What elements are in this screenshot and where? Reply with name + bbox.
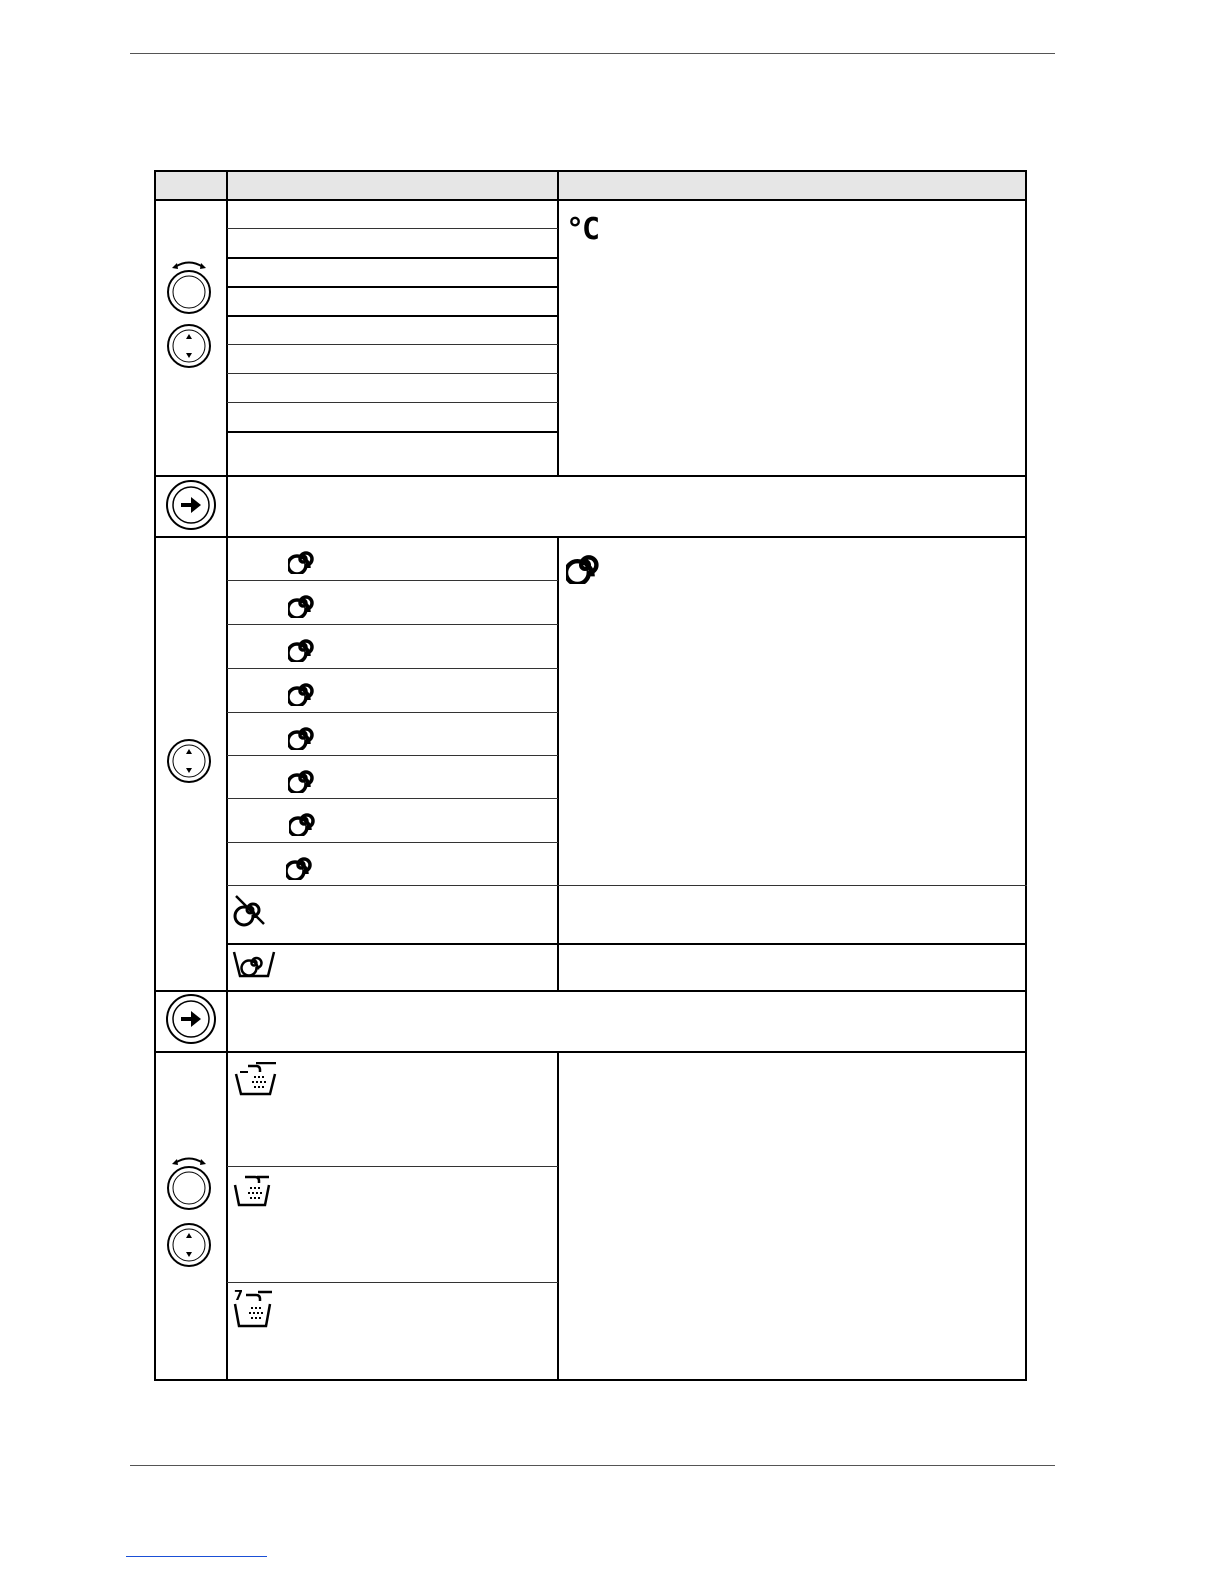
spin-spiral-icon bbox=[566, 546, 604, 584]
spin-spiral-icon bbox=[288, 632, 318, 662]
table-border-bottom bbox=[154, 1379, 1027, 1381]
footer-link[interactable] bbox=[126, 1556, 267, 1557]
table-border-left bbox=[154, 170, 156, 1381]
rotary-dial-icon[interactable] bbox=[166, 1155, 212, 1211]
rinse-hold-icon bbox=[232, 948, 276, 980]
extra-rinse-icon bbox=[233, 1175, 273, 1207]
temp-row-divider bbox=[227, 228, 558, 229]
bottom-rule bbox=[130, 1465, 1055, 1466]
spin-row-divider bbox=[227, 943, 1027, 945]
col-divider-2b bbox=[557, 536, 559, 991]
temp-row-divider bbox=[227, 344, 558, 345]
section-divider-temp-end bbox=[154, 475, 1027, 477]
rinse-count-label: 7 bbox=[234, 1289, 244, 1304]
table-border-top bbox=[154, 170, 1027, 172]
spin-spiral-icon bbox=[288, 763, 318, 793]
no-spin-icon bbox=[233, 893, 267, 927]
section-divider-spin-end bbox=[154, 990, 1027, 992]
section-divider-next2-end bbox=[154, 1051, 1027, 1053]
temp-row-divider bbox=[227, 286, 558, 288]
spin-spiral-icon bbox=[288, 588, 318, 618]
rinse-row-divider bbox=[227, 1282, 558, 1283]
spin-row-divider bbox=[227, 755, 558, 756]
spin-spiral-icon bbox=[288, 676, 318, 706]
header-divider bbox=[154, 199, 1027, 201]
up-down-button-icon[interactable] bbox=[166, 1222, 212, 1268]
spin-row-divider bbox=[227, 624, 558, 625]
temp-row-divider bbox=[227, 257, 558, 259]
extra-rinse-icon bbox=[234, 1062, 280, 1096]
temp-row-divider bbox=[227, 431, 558, 433]
next-arrow-button-icon[interactable] bbox=[165, 479, 217, 531]
spin-spiral-icon bbox=[286, 850, 316, 880]
section-divider-next1-end bbox=[154, 536, 1027, 538]
temp-row-divider bbox=[227, 315, 558, 317]
col-divider-1 bbox=[226, 170, 228, 1381]
next-arrow-button-icon[interactable] bbox=[165, 993, 217, 1045]
col-divider-2c bbox=[557, 1051, 559, 1381]
rinse-row-divider bbox=[227, 1166, 558, 1167]
rotary-dial-icon[interactable] bbox=[166, 259, 212, 315]
header-cell-setting bbox=[227, 170, 558, 200]
spin-row-divider bbox=[227, 798, 558, 799]
header-cell-description bbox=[558, 170, 1027, 200]
spin-row-divider bbox=[227, 842, 558, 843]
temp-row-divider bbox=[227, 402, 558, 403]
top-rule bbox=[130, 53, 1055, 54]
up-down-button-icon[interactable] bbox=[166, 738, 212, 784]
spin-row-divider bbox=[227, 668, 558, 669]
spin-row-divider bbox=[227, 580, 558, 581]
spin-row-divider bbox=[227, 885, 1027, 886]
settings-table bbox=[154, 170, 1027, 1381]
spin-spiral-icon bbox=[288, 544, 318, 574]
spin-spiral-icon bbox=[288, 720, 318, 750]
up-down-button-icon[interactable] bbox=[166, 323, 212, 369]
header-cell-control bbox=[154, 170, 227, 200]
spin-spiral-icon bbox=[289, 806, 319, 836]
temp-row-divider bbox=[227, 373, 558, 374]
temperature-unit-symbol: °C bbox=[566, 212, 599, 247]
table-border-right bbox=[1025, 170, 1027, 1381]
spin-row-divider bbox=[227, 712, 558, 713]
extra-rinse-icon bbox=[232, 1288, 276, 1328]
